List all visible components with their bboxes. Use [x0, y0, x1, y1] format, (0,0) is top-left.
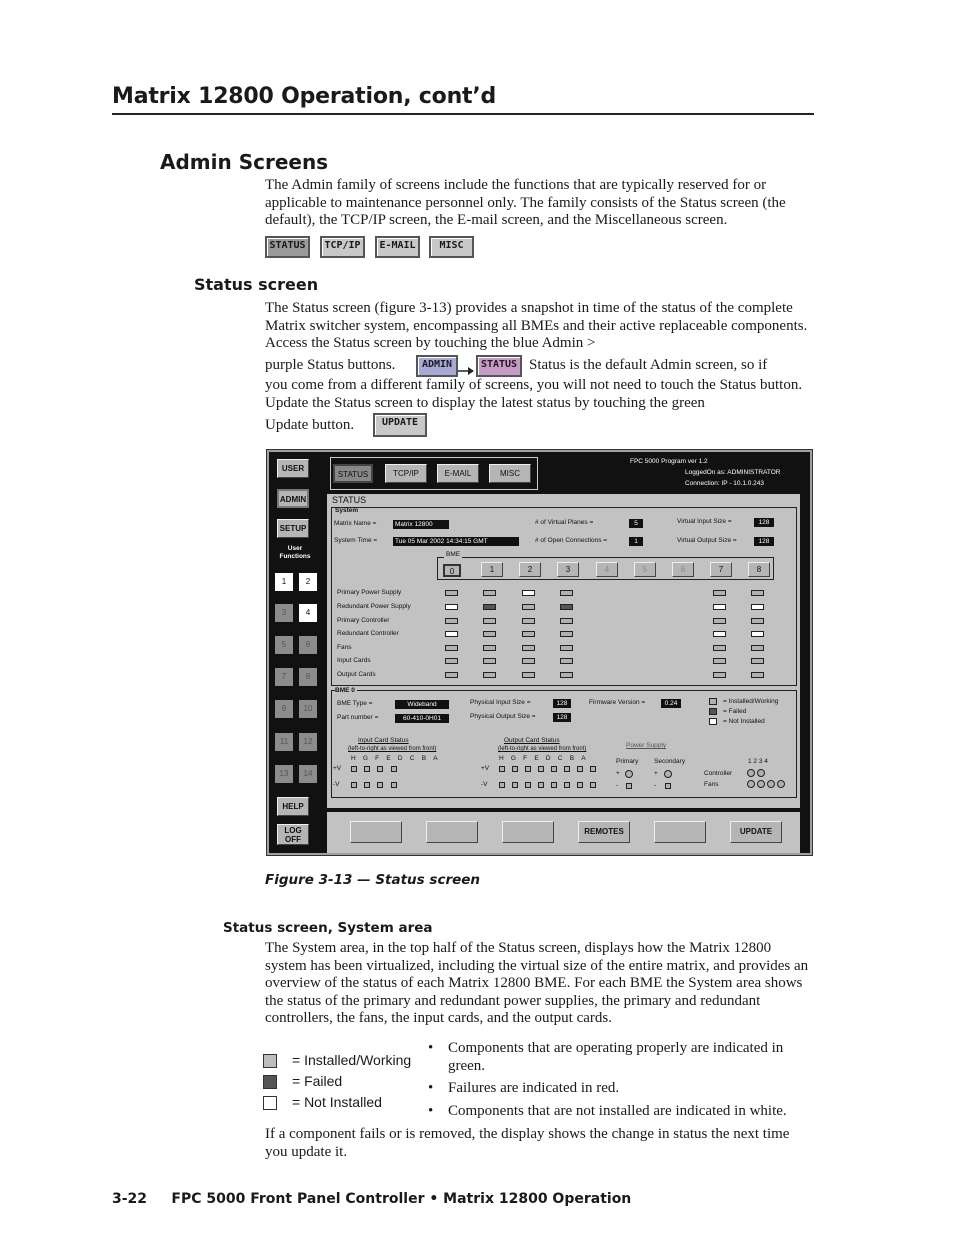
uf-button-11[interactable]: 11: [275, 733, 293, 751]
bme-label: BME: [446, 551, 461, 558]
status-tab-button[interactable]: STATUS: [265, 236, 310, 258]
blank-button-2[interactable]: [426, 821, 478, 843]
legend-installed-small: = Installed/Working: [723, 698, 779, 705]
part-number-field: 60-410-0H01: [395, 714, 449, 723]
legend-installed: = Installed/Working: [263, 1052, 411, 1068]
bullet-item: • Failures are indicated in red.: [428, 1080, 818, 1098]
status-text-3: you come from a different family of screens, you will not need to touch the Status button. Update the Status screen to display the latest status by touching the green: [265, 377, 803, 411]
not-installed-swatch: [263, 1096, 277, 1110]
controller-numbers: 1 2 3 4: [748, 758, 768, 765]
uf-button-14[interactable]: 14: [299, 765, 317, 783]
firmware-version-label: Firmware Version =: [589, 699, 646, 706]
system-area-text: The System area, in the top half of the Status screen, displays how the Matrix 12800 system has been virtualized, including the virtual size of the entire matrix, and provides an overview of the status of each Matrix 12800 BME. For each BME the System area shows the status of the primary and redundant power supplies, the primary and redundant controllers, the fans, the input cards, and the output cards.: [265, 940, 809, 1027]
update-green-button[interactable]: UPDATE: [373, 413, 427, 437]
screen-tab-tcpip[interactable]: TCP/IP: [385, 464, 427, 483]
page-footer: 3-22 FPC 5000 Front Panel Controller • Matrix 12800 Operation: [112, 1191, 632, 1207]
output-card-status-title: Output Card Status: [504, 737, 560, 744]
matrix-name-label: Matrix Name =: [334, 520, 377, 527]
logged-on-as: LoggedOn as: ADMINISTRATOR: [685, 469, 781, 476]
status-screen-figure: [266, 449, 813, 856]
input-plus-v: +V: [333, 765, 342, 772]
status-text-1: The Status screen (figure 3-13) provides a snapshot in time of the status of the complete Matrix switcher system, encompassing all BMEs and their active replaceable components. Access the Status screen by touching the blue Admin >: [265, 300, 808, 352]
primary-label: Primary: [616, 758, 639, 765]
bme-type-label: BME Type =: [337, 700, 373, 707]
uf-button-4[interactable]: 4: [299, 604, 317, 622]
row-input-cards: Input Cards: [337, 657, 371, 664]
physical-output-size-label: Physical Output Size =: [470, 713, 536, 720]
physical-input-size-field: 128: [553, 699, 571, 708]
row-output-cards: Output Cards: [337, 671, 376, 678]
secondary-label: Secondary: [654, 758, 686, 765]
bme-button-6[interactable]: 6: [672, 562, 694, 577]
user-button[interactable]: USER: [277, 459, 309, 478]
blank-button-1[interactable]: [350, 821, 402, 843]
remotes-button[interactable]: REMOTES: [578, 821, 630, 843]
legend-failed: = Failed: [263, 1073, 342, 1089]
help-button[interactable]: HELP: [277, 797, 309, 816]
legend-not-installed: = Not Installed: [263, 1094, 382, 1110]
bme-type-field: Wideband: [395, 700, 449, 709]
output-letters: HGFEDCBA: [499, 755, 593, 762]
system-title: System: [335, 507, 359, 514]
connection-ip: Connection: IP - 10.1.0.243: [685, 480, 765, 487]
bottom-bar: [327, 812, 800, 853]
bullet-item: • Components that are not installed are indicated in white.: [428, 1103, 818, 1121]
system-time-label: System Time =: [334, 537, 378, 544]
bme-button-0[interactable]: 0: [443, 564, 461, 577]
uf-button-7[interactable]: 7: [275, 668, 293, 686]
screen-tab-misc[interactable]: MISC: [489, 464, 531, 483]
misc-tab-button[interactable]: MISC: [429, 236, 474, 258]
bme-button-7[interactable]: 7: [710, 562, 732, 577]
admin-screens-heading: Admin Screens: [160, 150, 329, 174]
uf-button-3[interactable]: 3: [275, 604, 293, 622]
system-area-heading: Status screen, System area: [223, 920, 433, 936]
screen-tab-email[interactable]: E-MAIL: [437, 464, 479, 483]
row-redundant-power: Redundant Power Supply: [337, 603, 411, 610]
tcpip-tab-button[interactable]: TCP/IP: [320, 236, 365, 258]
input-letters: HGFEDCBA: [351, 755, 445, 762]
bme-button-2[interactable]: 2: [519, 562, 541, 577]
legend-failed-swatch: [709, 708, 717, 715]
screen-update-button[interactable]: UPDATE: [730, 821, 782, 843]
output-plus-v: +V: [481, 765, 490, 772]
matrix-name-field: Matrix 12800: [393, 520, 449, 529]
row-redundant-controller: Redundant Controller: [337, 630, 399, 637]
uf-button-1[interactable]: 1: [275, 573, 293, 591]
input-card-status-title: Input Card Status: [358, 737, 409, 744]
admin-screens-text: The Admin family of screens include the functions that are typically reserved for or applicable to maintenance personnel only. The family consists of the Status screen (the default), the TCP/IP screen, the E-mail screen, and the Miscellaneous screen.: [265, 177, 786, 229]
blank-button-4[interactable]: [654, 821, 706, 843]
status-panel: STATUS System Matrix Name = Matrix 12800 System Time = Tue 05 Mar 2002 14:34:15 GMT # of Virtual Planes = 5 # of Open Connections = 1 Virtual Input Size = 128 Virtual Output Size = 128 BME 0 1 2 3 4 5 6 7 8 Primary Power Supply Redundant Power Supply Primary Controller Redundant Controller Fans Input Cards Output Cards BME 0 BME Type = Wideband Part number = 60-410-0H01 Physical Input Size = 128 Physical Output Size = 128 Firmware Version = 0.24 = Installed/Working = Failed = Not Installed Input Card Status (left-to-right as viewed from front) HGFEDCBA +V -V Output Card Status (left-to-right as viewed from front) HGFEDCBA +V -V Power Supply Primary Secondary + - + - 1 2 3 4 Controller Fans: [327, 494, 800, 808]
header-rule: [112, 113, 814, 115]
row-fans: Fans: [337, 644, 352, 651]
bme-button-5[interactable]: 5: [634, 562, 656, 577]
email-tab-button[interactable]: E-MAIL: [375, 236, 420, 258]
uf-button-6[interactable]: 6: [299, 636, 317, 654]
virtual-input-size-field: 128: [754, 518, 774, 527]
row-primary-controller: Primary Controller: [337, 617, 390, 624]
bullet-item: • Components that are operating properly are indicated in green.: [428, 1040, 818, 1075]
program-version: FPC 5000 Program ver 1.2: [630, 458, 708, 465]
system-time-field: Tue 05 Mar 2002 14:34:15 GMT: [393, 537, 519, 546]
virtual-input-size-label: Virtual Input Size =: [677, 518, 732, 525]
output-card-ltr: (left-to-right as viewed from front): [498, 746, 587, 752]
closing-text: If a component fails or is removed, the display shows the change in status the next time you update it.: [265, 1126, 790, 1160]
physical-output-size-field: 128: [553, 713, 571, 722]
status-panel-title: STATUS: [332, 495, 367, 505]
user-functions-label: User Functions: [279, 545, 311, 560]
virtual-planes-field: 5: [629, 519, 643, 528]
virtual-output-size-field: 128: [754, 537, 774, 546]
firmware-version-field: 0.24: [661, 699, 681, 708]
blank-button-3[interactable]: [502, 821, 554, 843]
open-connections-field: 1: [629, 537, 643, 546]
fans-label: Fans: [704, 781, 719, 788]
controller-label: Controller: [704, 770, 733, 777]
uf-button-9[interactable]: 9: [275, 700, 293, 718]
installed-swatch: [263, 1054, 277, 1068]
arrow-right-icon: [458, 362, 474, 370]
uf-button-13[interactable]: 13: [275, 765, 293, 783]
uf-button-5[interactable]: 5: [275, 636, 293, 654]
uf-button-10[interactable]: 10: [299, 700, 317, 718]
bme-button-1[interactable]: 1: [481, 562, 503, 577]
input-minus-v: -V: [333, 781, 340, 788]
logoff-button[interactable]: LOG OFF: [277, 824, 309, 845]
bme-button-8[interactable]: 8: [748, 562, 770, 577]
output-minus-v: -V: [481, 781, 488, 788]
uf-button-8[interactable]: 8: [299, 668, 317, 686]
failed-swatch: [263, 1075, 277, 1089]
power-supply-title: Power Supply: [626, 742, 667, 749]
status-text-2a: purple Status buttons.: [265, 357, 396, 373]
status-text-2b: Status is the default Admin screen, so if: [529, 357, 768, 373]
part-number-label: Part number =: [337, 714, 379, 721]
status-purple-button[interactable]: STATUS: [476, 355, 522, 377]
legend-failed-small: = Failed: [723, 708, 747, 715]
admin-side-button[interactable]: ADMIN: [277, 489, 309, 508]
setup-button[interactable]: SETUP: [277, 519, 309, 538]
status-screen-heading: Status screen: [194, 275, 319, 294]
virtual-output-size-label: Virtual Output Size =: [677, 537, 737, 544]
uf-button-2[interactable]: 2: [299, 573, 317, 591]
screen-tab-status[interactable]: STATUS: [333, 464, 373, 483]
bme-button-4[interactable]: 4: [596, 562, 618, 577]
bme-button-3[interactable]: 3: [557, 562, 579, 577]
virtual-planes-label: # of Virtual Planes =: [535, 519, 594, 526]
page-header-title: Matrix 12800 Operation, cont’d: [112, 84, 497, 109]
physical-input-size-label: Physical Input Size =: [470, 699, 531, 706]
row-primary-power: Primary Power Supply: [337, 589, 402, 596]
uf-button-12[interactable]: 12: [299, 733, 317, 751]
legend-installed-swatch: [709, 698, 717, 705]
status-bullets: [428, 1040, 818, 1125]
legend-not-installed-swatch: [709, 718, 717, 725]
open-connections-label: # of Open Connections =: [535, 537, 608, 544]
figure-caption: Figure 3-13 — Status screen: [265, 872, 481, 888]
input-card-ltr: (left-to-right as viewed from front): [348, 746, 437, 752]
legend-not-installed-small: = Not Installed: [723, 718, 765, 725]
admin-button[interactable]: ADMIN: [416, 355, 458, 377]
status-text-4: Update button.: [265, 417, 355, 433]
bme0-title: BME 0: [335, 687, 355, 694]
